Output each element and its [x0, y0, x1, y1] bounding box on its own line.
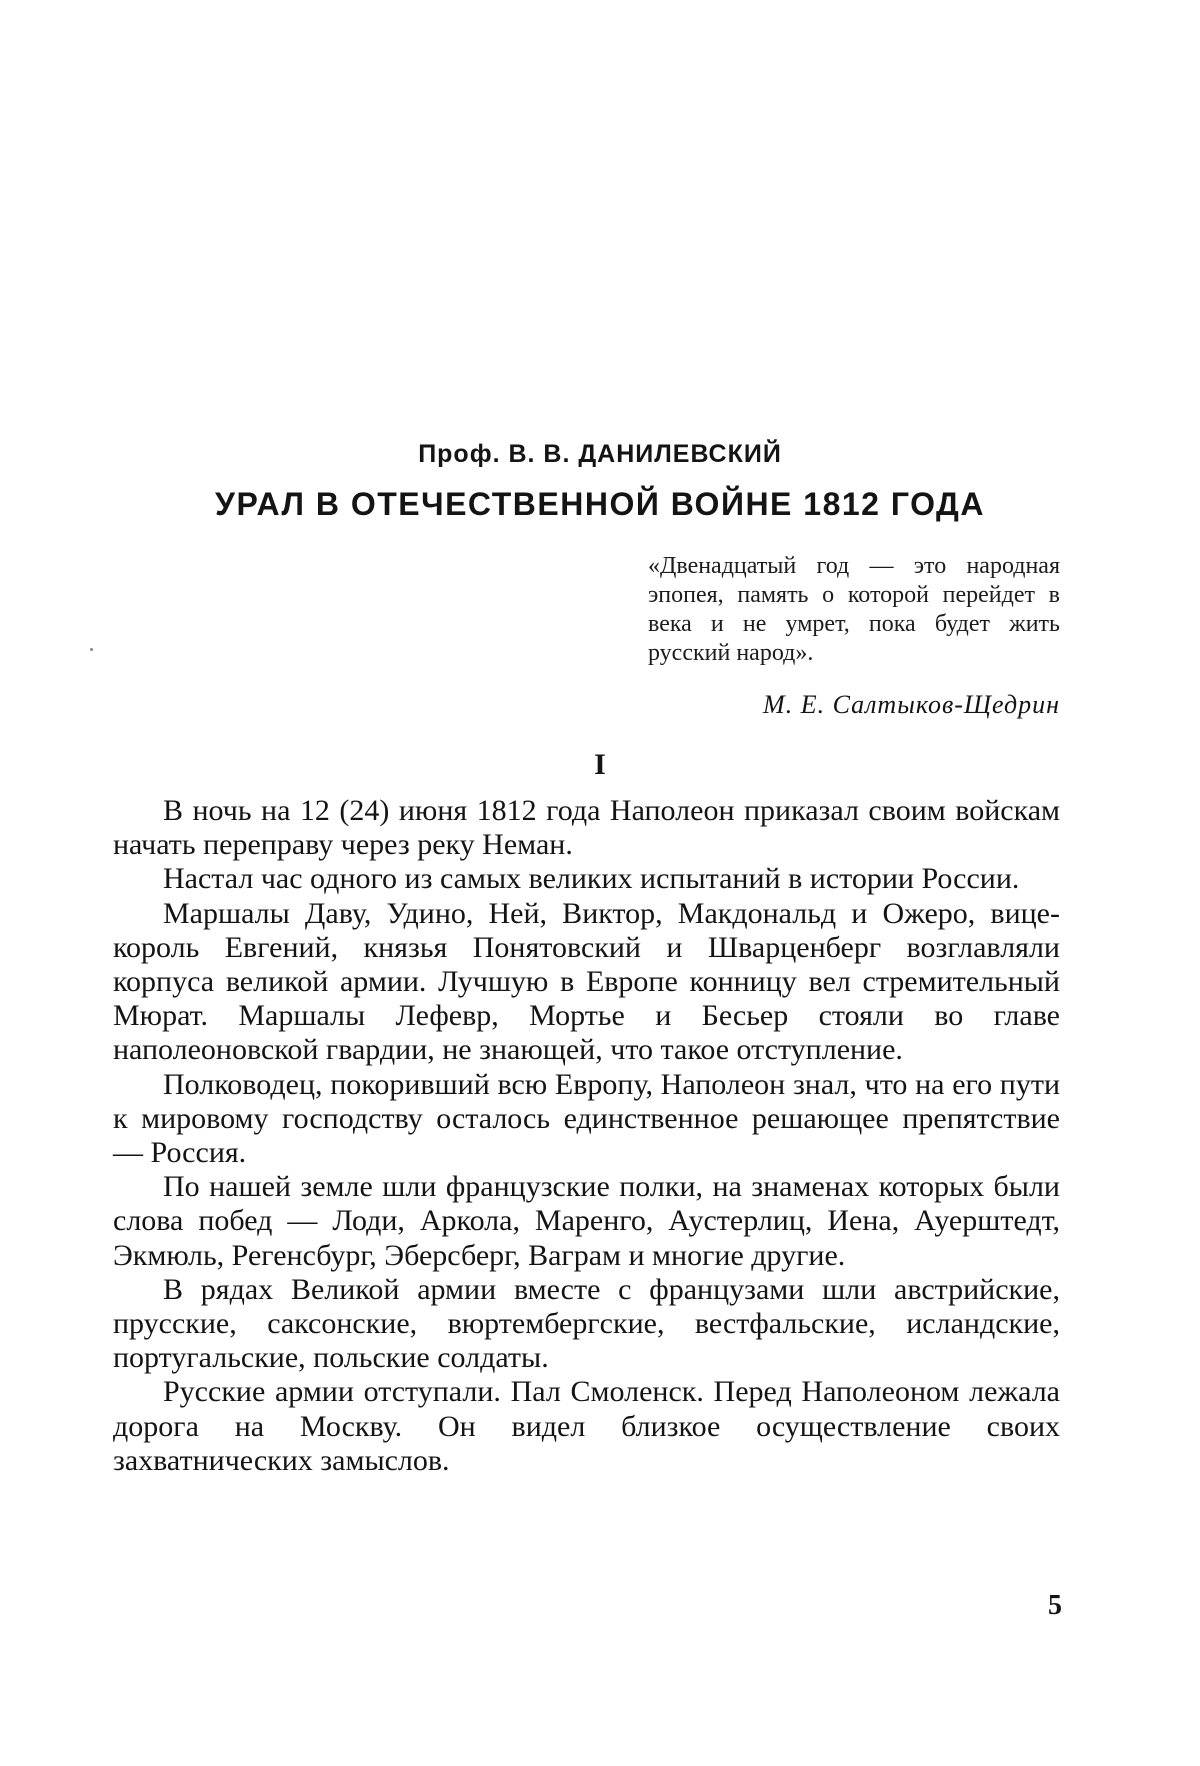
epigraph-attribution: М. Е. Салтыков-Щедрин — [763, 690, 1060, 719]
article-title: УРАЛ В ОТЕЧЕСТВЕННОЙ ВОЙНЕ 1812 ГОДА — [215, 486, 985, 522]
body-text — [113, 794, 1060, 1478]
paragraph-4: Полководец, покоривший всю Европу, Наполеон знал, что на его пути к мировому господству осталось единственное решающее препятствие — Россия. — [113, 1067, 1060, 1170]
paragraph-2: Настал час одного из самых великих испытаний в истории России. — [163, 862, 1020, 896]
page-number: 5 — [1048, 1590, 1062, 1621]
epigraph-quote: «Двенадцатый год — это народная эпопея, память о которой перейдет в века и не умрет, пока будет жить русский народ». — [648, 553, 1060, 666]
paragraph-3: Маршалы Даву, Удино, Ней, Виктор, Макдональд и Ожеро, вице-король Евгений, князья Понятовский и Шварценберг возглавляли корпуса великой армии. Лучшую в Европе конницу вел стремительный Мюрат. Маршалы Лефевр, Мортье и Бесьер стояли во главе наполеоновской гвардии, не знающей, что такое отступление. — [113, 896, 1060, 1067]
paragraph-1: В ночь на 12 (24) июня 1812 года Наполеон приказал своим войскам начать переправу через реку Неман. — [113, 794, 1060, 862]
paragraph-5: По нашей земле шли французские полки, на знаменах которых были слова побед — Лоди, Аркола, Маренго, Аустерлиц, Иена, Ауерштедт, Экмюль, Регенсбург, Эберсберг, Ваграм и многие другие. — [113, 1170, 1060, 1272]
print-speck — [90, 648, 93, 651]
chapter-number: I — [594, 748, 606, 781]
paragraph-6: В рядах Великой армии вместе с французами шли австрийские, прусские, саксонские, вюртембергские, вестфальские, исландские, португальские, польские солдаты. — [113, 1272, 1060, 1375]
paragraph-7: Русские армии отступали. Пал Смоленск. Перед Наполеоном лежала дорога на Москву. Он видел близкое осуществление своих захватнических замыслов. — [113, 1375, 1060, 1477]
author-line: Проф. В. В. ДАНИЛЕВСКИЙ — [418, 440, 782, 468]
